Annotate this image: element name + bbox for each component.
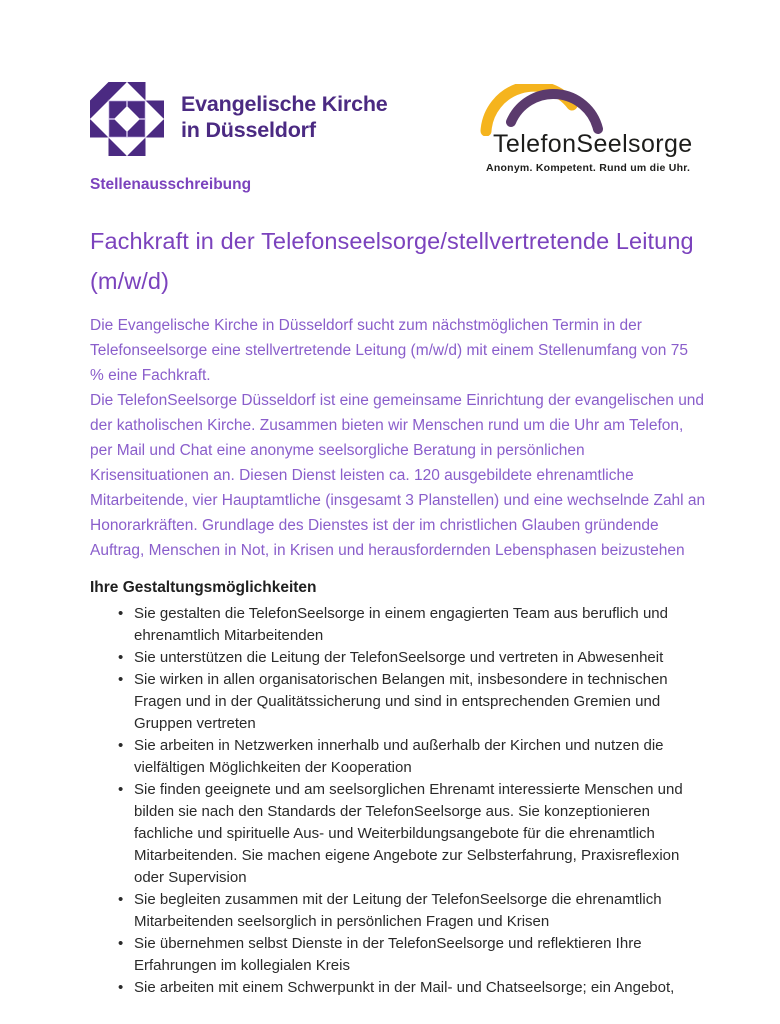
kicker-stellenausschreibung: Stellenausschreibung: [90, 176, 252, 193]
list-item: • Sie arbeiten in Netzwerken innerhalb und außerhalb der Kirchen und nutzen die vielfältigen Möglichkeiten der Kooperation: [90, 735, 706, 779]
ts-logo-title: TelefonSeelsorge: [493, 130, 693, 158]
page-title: Fachkraft in der Telefonseelsorge/stellvertretende Leitung (m/w/d): [90, 228, 694, 294]
ts-rainbow-arcs-icon: [479, 84, 605, 136]
list-item: • Sie gestalten die TelefonSeelsorge in einem engagierten Team aus beruflich und ehrenamtlich Mitarbeitenden: [90, 603, 706, 647]
list-item: • Sie arbeiten mit einem Schwerpunkt in der Mail- und Chatseelsorge; ein Angebot,: [90, 977, 706, 999]
list-item: • Sie finden geeignete und am seelsorglichen Ehrenamt interessierte Menschen und bilden sie nach den Standards der TelefonSeelsorge aus. Sie konzeptionieren fachliche und spirituelle Aus- und Weiterbildungsangebote für die ehrenamtlich Mitarbeitenden. Sie machen eigene Angebote zur Selbsterfahrung, Praxisreflexion oder Supervision: [90, 779, 706, 889]
telefonseelsorge-logo: [477, 84, 693, 174]
ekd-wordmark-line2: in Düsseldorf: [181, 118, 316, 142]
document-content: [90, 313, 706, 999]
list-item: • Sie wirken in allen organisatorischen Belangen mit, insbesondere in technischen Fragen und in der Qualitätssicherung und sind in entsprechenden Gremien und Gruppen vertreten: [90, 669, 706, 735]
list-item: • Sie übernehmen selbst Dienste in der TelefonSeelsorge und reflektieren Ihre Erfahrungen im kollegialen Kreis: [90, 933, 706, 977]
intro-paragraph-2: Die TelefonSeelsorge Düsseldorf ist eine gemeinsame Einrichtung der evangelischen und der katholischen Kirche. Zusammen bieten wir Menschen rund um die Uhr am Telefon, per Mail und Chat eine anonyme seelsorgliche Beratung in persönlichen Krisensituationen an. Diesen Dienst leisten ca. 120 ausgebildete ehrenamtliche Mitarbeitende, vier Hauptamtliche (insgesamt 3 Planstellen) und eine wechselnde Zahl an Honorarkräften. Grundlage des Dienstes ist der im christlichen Glauben gründende Auftrag, Menschen in Not, in Krisen und herausfordernden Lebensphasen beizustehen: [90, 392, 706, 559]
section-heading: Ihre Gestaltungsmöglichkeiten: [90, 579, 317, 596]
ekd-wordmark-line1: Evangelische Kirche: [181, 92, 388, 116]
intro-paragraphs: [90, 313, 706, 563]
responsibilities-list: [90, 603, 706, 999]
ekd-wordmark: [181, 91, 388, 143]
list-item: • Sie begleiten zusammen mit der Leitung der TelefonSeelsorge die ehrenamtlich Mitarbeitenden seelsorglich in persönlichen Fragen und Krisen: [90, 889, 706, 933]
intro-paragraph-1: Die Evangelische Kirche in Düsseldorf sucht zum nächstmöglichen Termin in der Telefonseelsorge eine stellvertretende Leitung (m/w/d) mit einem Stellenumfang von 75 % eine Fachkraft.: [90, 317, 688, 384]
ts-logo-tagline: Anonym. Kompetent. Rund um die Uhr.: [486, 162, 691, 174]
ekd-logo: [90, 82, 388, 156]
ekd-cross-icon: [90, 82, 164, 156]
list-item: • Sie unterstützen die Leitung der TelefonSeelsorge und vertreten in Abwesenheit: [90, 647, 706, 669]
